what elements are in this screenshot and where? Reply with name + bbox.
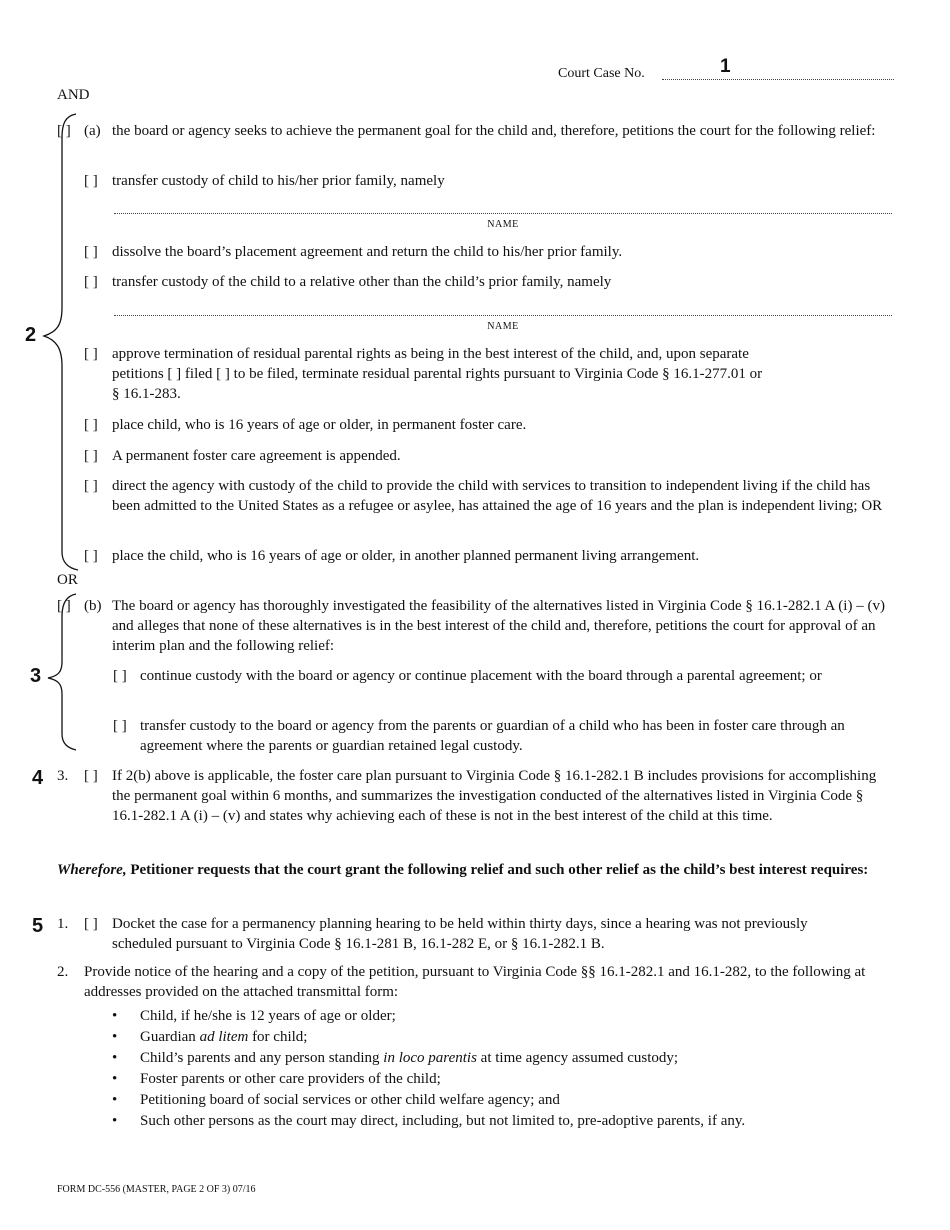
terminate-line-1: approve termination of residual parental rights as being in the best interest of the child, and, upon separate [112,346,749,362]
checkbox-transfer-board[interactable]: [ ] [113,718,127,734]
checkbox-filed[interactable]: [ ] [167,366,182,382]
name-caption-1: NAME [487,219,519,230]
transfer-relative-text: transfer custody of the child to a relative other than the child’s prior family, namely [112,274,612,290]
terminate-filed: filed [184,366,213,382]
checkbox-item3[interactable]: [ ] [84,768,98,784]
checkbox-other-planned[interactable]: [ ] [84,548,98,564]
checkbox-relief-1[interactable]: [ ] [84,916,98,932]
terminate-line-3: § 16.1-283. [112,386,181,402]
section-a-checkbox[interactable]: [ ] [57,123,71,139]
notice-recipient-list [112,1006,872,1132]
case-number-label: Court Case No. [558,66,645,81]
case-number-row [558,56,894,86]
callout-3: 3 [30,665,42,687]
form-footer: FORM DC-556 (MASTER, PAGE 2 OF 3) 07/16 [57,1184,256,1195]
terminate-text [112,344,892,404]
list-item: • Foster parents or other care providers of the child; [112,1069,872,1090]
section-b-marker: (b) [84,598,102,614]
terminate-petitions: petitions [112,366,164,382]
callout-2: 2 [25,324,37,346]
transfer-prior-text: transfer custody of child to his/her prior family, namely [112,173,445,189]
checkbox-terminate[interactable]: [ ] [84,346,98,362]
callout-5: 5 [32,915,44,937]
permanent-foster-text: place child, who is 16 years of age or older, in permanent foster care. [112,417,527,433]
item3-number: 3. [57,768,69,784]
wherefore-bold: Petitioner requests that the court grant the following relief and such other relief as the child’s best interest requires: [130,862,869,878]
relief-1-number: 1. [57,916,69,932]
relief-1-text: Docket the case for a permanency planning hearing to be held within thirty days, since a hearing was not previously scheduled pursuant to Virginia Code § 16.1-281 B, 16.1-282 E, or § 16.1-282.1 B. [112,916,808,952]
checkbox-to-be-filed[interactable]: [ ] [216,366,230,382]
callout-4: 4 [32,767,44,789]
or-label: OR [57,572,78,588]
list-item: • Such other persons as the court may direct, including, but not limited to, pre-adoptive parents, if any. [112,1111,872,1132]
wherefore-italic: Wherefore, [57,862,127,878]
relief-2-text: Provide notice of the hearing and a copy of the petition, pursuant to Virginia Code §§ 16.1-282.1 and 16.1-282, to the following at addresses provided on the attached transmittal form: [84,964,866,1000]
terminate-line-2 [112,364,892,384]
name-caption-2: NAME [487,321,519,332]
section-b-checkbox[interactable]: [ ] [57,598,71,614]
checkbox-transfer-relative[interactable]: [ ] [84,274,98,290]
refugee-text: direct the agency with custody of the child to provide the child with services to transition to independent living if the child has been admitted to the United States as a refugee or asylee, has attained the age of 16 years and the plan is independent living; OR [112,478,883,514]
checkbox-agreement-appended[interactable]: [ ] [84,448,98,464]
section-a-marker: (a) [84,123,101,139]
list-item: • Guardian ad litem for child; [112,1027,872,1048]
relief-2-number: 2. [57,964,69,980]
section-b-intro: The board or agency has thoroughly investigated the feasibility of the alternatives listed in Virginia Code § 16.1-282.1 A (i) – (v) and alleges that none of these alternatives is in the best interest of the child and, therefore, petitions the court for approval of an interim plan and the following relief: [112,598,885,654]
terminate-to-be-filed: to be filed, terminate residual parental rights pursuant to Virginia Code § 16.1-277.01 or [233,366,763,382]
relative-name-field[interactable] [114,315,892,316]
checkbox-permanent-foster[interactable]: [ ] [84,417,98,433]
item3-text: If 2(b) above is applicable, the foster care plan pursuant to Virginia Code § 16.1-282.1 B includes provisions for accomplishing the permanent goal within 6 months, and summarizes the investigation conducted of the alternatives listed in Virginia Code § 16.1-282.1 A (i) – (v) and states why achieving each of these is not in the best interest of the child at this time. [112,768,877,824]
continue-custody-text: continue custody with the board or agency or continue placement with the board through a parental agreement; or [140,668,822,684]
case-number-field[interactable] [662,79,894,80]
case-number-value: 1 [720,56,731,77]
agreement-appended-text: A permanent foster care agreement is appended. [112,448,401,464]
list-item: • Petitioning board of social services or other child welfare agency; and [112,1090,872,1111]
other-planned-text: place the child, who is 16 years of age or older, in another planned permanent living arrangement. [112,548,700,564]
prior-family-name-field[interactable] [114,213,892,214]
wherefore-heading [57,860,877,880]
dissolve-text: dissolve the board’s placement agreement and return the child to his/her prior family. [112,244,623,260]
checkbox-transfer-prior[interactable]: [ ] [84,173,98,189]
checkbox-continue-custody[interactable]: [ ] [113,668,127,684]
transfer-board-text: transfer custody to the board or agency from the parents or guardian of a child who has been in foster care through an agreement where the parents or guardian retained legal custody. [140,718,845,754]
section-a-intro: the board or agency seeks to achieve the permanent goal for the child and, therefore, petitions the court for the following relief: [112,123,876,139]
and-label: AND [57,87,90,103]
brace-section-b [40,592,80,752]
list-item: • Child, if he/she is 12 years of age or older; [112,1006,872,1027]
checkbox-dissolve[interactable]: [ ] [84,244,98,260]
list-item: • Child’s parents and any person standing in loco parentis at time agency assumed custody; [112,1048,872,1069]
checkbox-refugee[interactable]: [ ] [84,478,98,494]
